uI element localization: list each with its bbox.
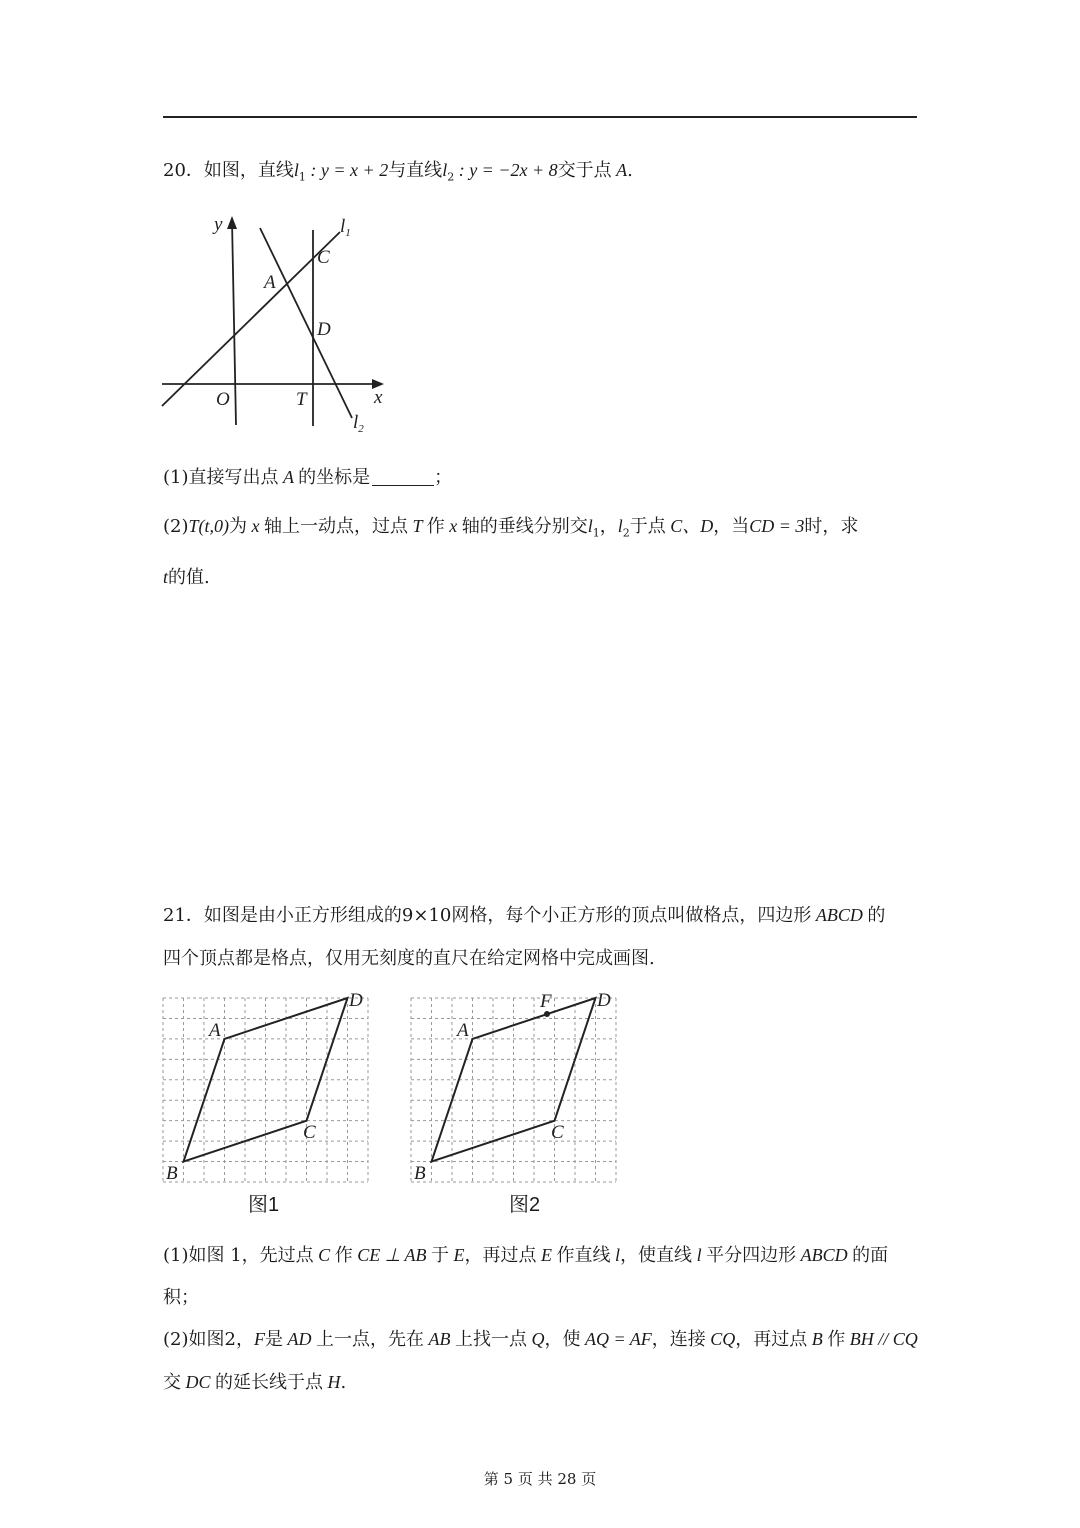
q20-part2-line2: t的值.: [163, 567, 210, 588]
origin-label: O: [216, 389, 230, 410]
q20-part2: (2)T(t,0)为 x 轴上一动点，过点 T 作 x 轴的垂线分别交$l_1$，$l_2$于点 C、D，当CD = 3时，求: [163, 516, 859, 540]
q20-stem: 20．如图，直线$l_1$ : y = x + 2与直线$l_2$ : y = −2x + 8交于点 A.: [163, 160, 633, 184]
line-l1-label: $l_1$: [340, 216, 351, 239]
q21-figure-1: [163, 990, 368, 1184]
fig2-label-A: A: [457, 1020, 469, 1041]
q21-part2-line2: 交 DC 的延长线于点 H.: [163, 1372, 347, 1393]
fig2-label-C: C: [551, 1122, 564, 1143]
fig2-caption: 图2: [509, 1194, 541, 1216]
fig2-label-D: D: [597, 990, 611, 1011]
q21-stem-line2: 四个顶点都是格点，仅用无刻度的直尺在给定网格中完成画图.: [163, 948, 655, 969]
q20-part1: (1)直接写出点 A 的坐标是 ；: [163, 467, 453, 488]
point-A-label: A: [264, 272, 276, 293]
q21-part1-line2: 积；: [163, 1287, 199, 1308]
header-rule: [163, 116, 917, 118]
y-axis: [232, 220, 236, 425]
q21-part2: (2)如图2，F是 AD 上一点，先在 AB 上找一点 Q，使 AQ = AF，连接 CQ，再过点 B 作 BH // CQ: [163, 1329, 918, 1350]
q21-figure-2: [411, 990, 616, 1184]
point-T-label: T: [296, 389, 307, 410]
fig2-label-B: B: [414, 1163, 426, 1184]
fig2-label-F: F: [540, 991, 552, 1012]
fig1-caption: 图1: [248, 1194, 280, 1216]
fig1-label-A: A: [209, 1020, 221, 1041]
point-C-label: C: [317, 247, 330, 268]
q21-stem-line1: 21．如图是由小正方形组成的9×10网格，每个小正方形的顶点叫做格点，四边形 ABCD 的: [163, 905, 886, 926]
line-l2-label: $l_2$: [353, 412, 364, 435]
fig1-label-D: D: [349, 990, 363, 1011]
y-axis-arrow: [227, 216, 237, 229]
fig1-label-B: B: [166, 1163, 178, 1184]
point-D-label: D: [317, 319, 331, 340]
q21-part1: (1)如图 1，先过点 C 作 CE ⊥ AB 于 E，再过点 E 作直线 l，使直线 l 平分四边形 ABCD 的面: [163, 1245, 889, 1266]
page-footer: 第 5 页 共 28 页: [483, 1470, 597, 1488]
q20-figure: [150, 200, 410, 440]
x-axis-label: x: [374, 387, 383, 408]
y-axis-label: y: [214, 214, 223, 235]
answer-blank[interactable]: [372, 467, 434, 486]
fig1-label-C: C: [303, 1122, 316, 1143]
